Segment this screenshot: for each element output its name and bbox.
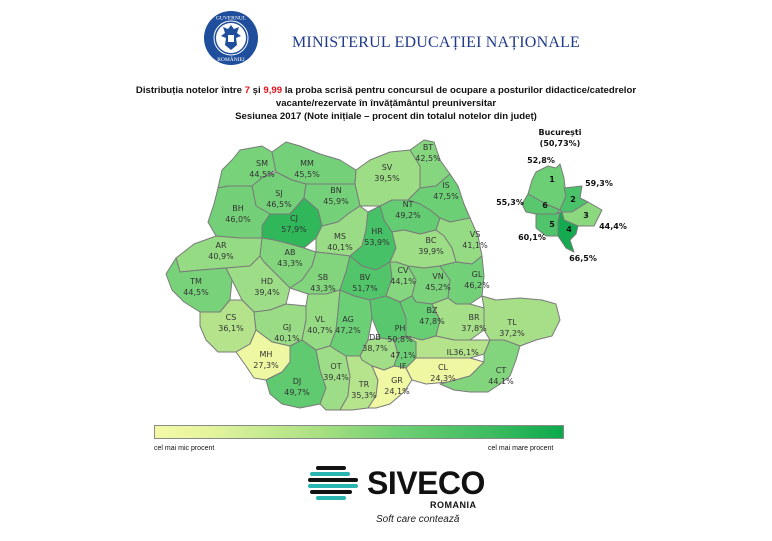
svg-text:45,2%: 45,2%: [425, 283, 451, 292]
legend-max-label: cel mai mare procent: [488, 445, 554, 452]
county-TL[interactable]: [482, 296, 560, 346]
svg-text:2: 2: [570, 195, 576, 204]
color-scale-legend: [154, 425, 564, 439]
siveco-name: SIVECO: [367, 465, 485, 501]
svg-text:NT: NT: [402, 200, 414, 209]
svg-text:HR: HR: [371, 227, 383, 236]
svg-text:44,1%: 44,1%: [488, 377, 514, 386]
svg-text:39,5%: 39,5%: [374, 174, 400, 183]
svg-text:MH: MH: [259, 350, 273, 359]
svg-text:47,1%: 47,1%: [390, 351, 416, 360]
svg-text:49,7%: 49,7%: [284, 388, 310, 397]
svg-text:CV: CV: [397, 266, 409, 275]
svg-text:27,3%: 27,3%: [253, 361, 279, 370]
svg-text:39,4%: 39,4%: [254, 288, 280, 297]
ministry-name: MINISTERUL EDUCAȚIEI NAȚIONALE: [292, 34, 581, 51]
svg-text:BN: BN: [330, 186, 342, 195]
svg-text:41,1%: 41,1%: [462, 241, 488, 250]
svg-text:40,1%: 40,1%: [274, 334, 300, 343]
svg-text:TL: TL: [507, 318, 517, 327]
svg-text:AG: AG: [342, 315, 354, 324]
title-line-2: vacante/rezervate în învățământul preuniversitar: [275, 98, 497, 109]
svg-text:SM: SM: [256, 159, 268, 168]
svg-text:GR: GR: [391, 376, 403, 385]
svg-text:57,9%: 57,9%: [281, 225, 307, 234]
svg-text:45,5%: 45,5%: [294, 170, 320, 179]
svg-text:49,2%: 49,2%: [395, 211, 421, 220]
svg-text:IS: IS: [442, 181, 450, 190]
svg-text:46,2%: 46,2%: [464, 281, 490, 290]
svg-text:DJ: DJ: [292, 377, 302, 386]
svg-text:VL: VL: [315, 315, 325, 324]
svg-text:44,5%: 44,5%: [249, 170, 275, 179]
svg-text:BT: BT: [422, 143, 434, 152]
svg-text:CS: CS: [225, 313, 237, 322]
svg-text:38,7%: 38,7%: [362, 344, 388, 353]
svg-text:44,4%: 44,4%: [599, 222, 627, 231]
svg-text:CJ: CJ: [290, 214, 298, 223]
svg-text:HD: HD: [260, 277, 274, 286]
svg-text:AB: AB: [284, 248, 296, 257]
svg-text:ROMÂNIEI: ROMÂNIEI: [217, 57, 245, 63]
svg-text:CL: CL: [437, 363, 449, 372]
svg-text:60,1%: 60,1%: [518, 233, 546, 242]
svg-text:6: 6: [542, 201, 548, 210]
svg-text:GJ: GJ: [282, 323, 292, 332]
svg-text:42,5%: 42,5%: [415, 154, 441, 163]
svg-text:AR: AR: [215, 241, 227, 250]
svg-text:CT: CT: [495, 366, 507, 375]
svg-text:66,5%: 66,5%: [569, 254, 597, 263]
svg-text:47,5%: 47,5%: [433, 192, 459, 201]
svg-text:MM: MM: [300, 159, 314, 168]
svg-text:TR: TR: [358, 380, 370, 389]
svg-text:47,8%: 47,8%: [419, 317, 445, 326]
svg-text:43,3%: 43,3%: [277, 259, 303, 268]
svg-text:44,1%: 44,1%: [390, 277, 416, 286]
svg-text:1: 1: [549, 175, 555, 184]
svg-text:37,8%: 37,8%: [461, 324, 487, 333]
bucharest-title: București: [538, 128, 582, 137]
svg-text:46,0%: 46,0%: [225, 215, 251, 224]
svg-text:50,8%: 50,8%: [387, 335, 413, 344]
svg-text:47,2%: 47,2%: [335, 326, 361, 335]
svg-text:MS: MS: [334, 232, 346, 241]
svg-text:36,1%: 36,1%: [453, 348, 479, 357]
svg-text:OT: OT: [330, 362, 342, 371]
siveco-logo: [306, 462, 496, 532]
bucharest-total: (50,73%): [539, 139, 581, 148]
svg-text:SJ: SJ: [275, 189, 283, 198]
svg-text:5: 5: [549, 220, 555, 229]
svg-text:GL: GL: [471, 270, 483, 279]
grade-max: 9,99: [263, 85, 283, 96]
svg-text:4: 4: [566, 225, 572, 234]
svg-text:52,8%: 52,8%: [527, 156, 555, 165]
svg-text:BV: BV: [359, 273, 371, 282]
svg-text:BC: BC: [425, 236, 437, 245]
svg-text:40,7%: 40,7%: [307, 326, 333, 335]
svg-text:VN: VN: [432, 272, 444, 281]
svg-text:IF: IF: [399, 362, 407, 371]
svg-text:TM: TM: [190, 277, 202, 286]
svg-text:PH: PH: [394, 324, 406, 333]
svg-text:44,5%: 44,5%: [183, 288, 209, 297]
svg-text:43,3%: 43,3%: [310, 284, 336, 293]
svg-text:DB: DB: [369, 333, 381, 342]
siveco-country: ROMANIA: [430, 500, 477, 510]
svg-text:39,4%: 39,4%: [323, 373, 349, 382]
svg-text:SV: SV: [381, 163, 393, 172]
svg-text:SB: SB: [317, 273, 329, 282]
svg-text:53,9%: 53,9%: [364, 238, 390, 247]
svg-text:35,3%: 35,3%: [351, 391, 377, 400]
svg-text:59,3%: 59,3%: [585, 179, 613, 188]
grade-min: 7: [244, 85, 251, 96]
svg-text:39,9%: 39,9%: [418, 247, 444, 256]
siveco-globe-icon: [306, 464, 362, 504]
legend-min-label: cel mai mic procent: [154, 445, 215, 452]
svg-text:37,2%: 37,2%: [499, 329, 525, 338]
title-line-3: Sesiunea 2017 (Note inițiale – procent din totalul notelor din județ): [235, 111, 537, 122]
svg-text:24,1%: 24,1%: [384, 387, 410, 396]
svg-text:3: 3: [583, 211, 589, 220]
title-line-1: Distribuția notelor între 7 și 9,99 la proba scrisă pentru concursul de ocupare a posturilor didactice/catedrelor: [135, 85, 637, 96]
svg-text:24,3%: 24,3%: [430, 374, 456, 383]
svg-text:GUVERNUL: GUVERNUL: [215, 15, 247, 22]
svg-text:45,9%: 45,9%: [323, 197, 349, 206]
svg-text:BR: BR: [468, 313, 480, 322]
svg-text:55,3%: 55,3%: [496, 198, 524, 207]
svg-text:51,7%: 51,7%: [352, 284, 378, 293]
svg-text:IL: IL: [446, 348, 454, 357]
siveco-tagline: Soft care contează: [376, 514, 460, 525]
svg-text:46,5%: 46,5%: [266, 200, 292, 209]
svg-text:40,1%: 40,1%: [327, 243, 353, 252]
svg-text:40,9%: 40,9%: [208, 252, 234, 261]
svg-text:VS: VS: [469, 230, 481, 239]
svg-text:BH: BH: [232, 204, 244, 213]
svg-text:BZ: BZ: [426, 306, 438, 315]
svg-text:36,1%: 36,1%: [218, 324, 244, 333]
